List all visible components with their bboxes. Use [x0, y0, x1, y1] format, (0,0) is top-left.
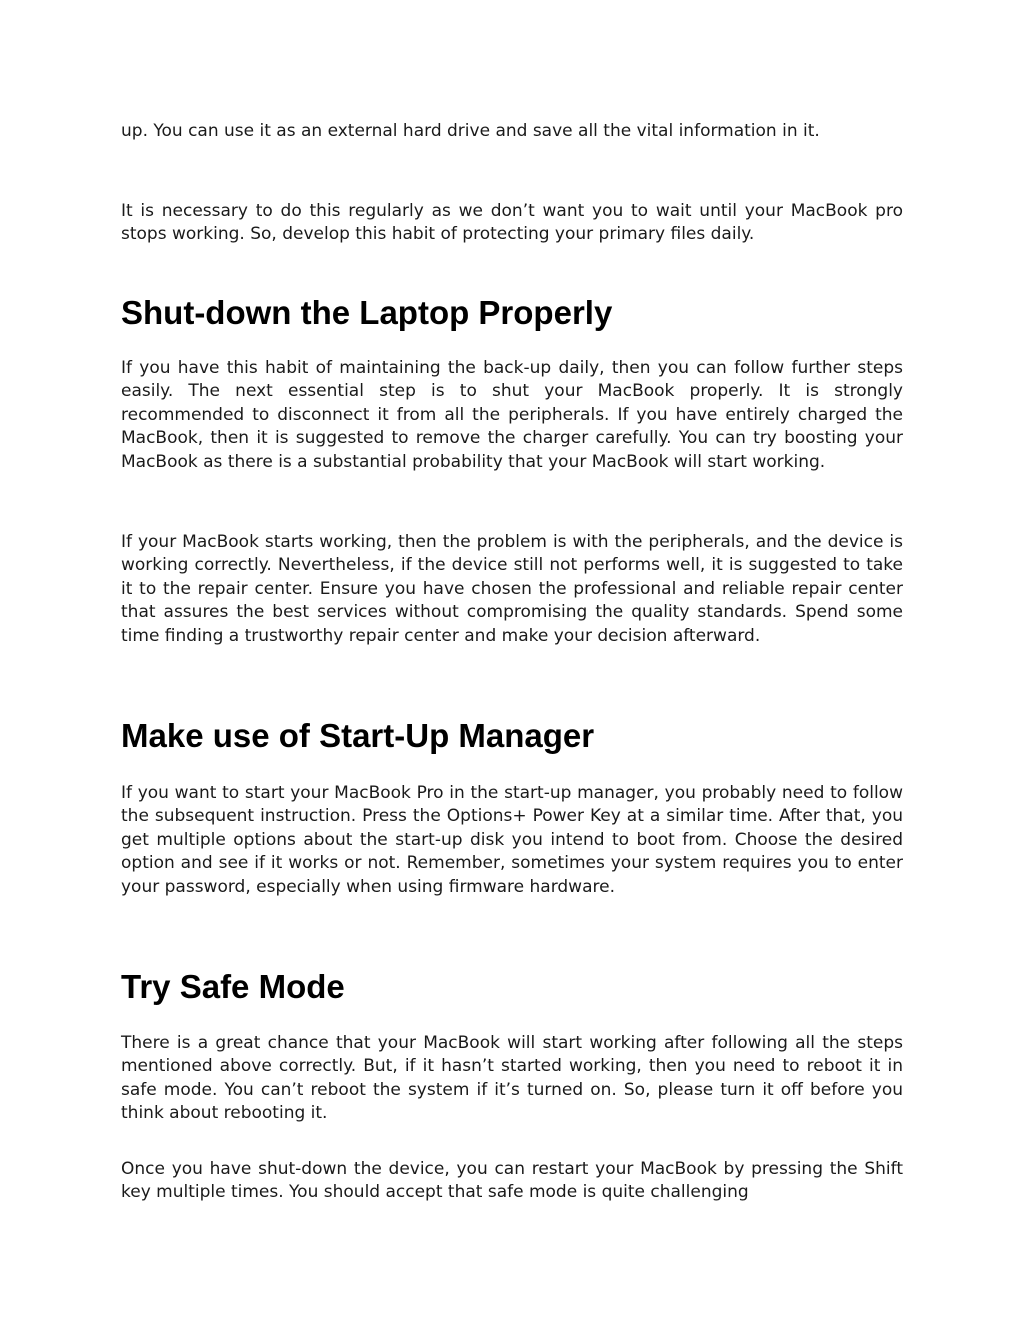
paragraph-backup-continued: up. You can use it as an external hard drive and save all the vital information in it. — [121, 121, 820, 141]
paragraph-shut-down-steps: If you have this habit of maintaining the back-up daily, then you can follow further steps easily. The next essential step is to shut your MacBook properly. It is strongly recommended to disconnect it from all the peripherals. If you have entirely charged the MacBook, then it is suggested to remove the charger carefully. You can try boosting your MacBook as there is a substantial probability that your MacBook will start working. — [121, 358, 903, 472]
paragraph-regular-backup: It is necessary to do this regularly as we don’t want you to wait until your MacBook pro stops working. So, develop this habit of protecting your primary files daily. — [121, 201, 903, 245]
heading-start-up-manager: Make use of Start-Up Manager — [121, 717, 595, 754]
heading-safe-mode: Try Safe Mode — [121, 968, 345, 1005]
paragraph-safe-mode-restart: Once you have shut-down the device, you can restart your MacBook by pressing the Shift key multiple times. You should accept that safe mode is quite challenging — [121, 1159, 903, 1203]
paragraph-safe-mode-intro: There is a great chance that your MacBook will start working after following all the steps mentioned above correctly. But, if it hasn’t started working, then you need to reboot it in safe mode. You can’t reboot the system if it’s turned on. So, please turn it off before you think about rebooting it. — [121, 1033, 903, 1124]
paragraph-start-up-manager: If you want to start your MacBook Pro in the start-up manager, you probably need to follow the subsequent instruction. Press the Options+ Power Key at a similar time. After that, you get multiple options about the start-up disk you intend to boot from. Choose the desired option and see if it works or not. Remember, sometimes your system requires you to enter your password, especially when using firmware hardware. — [121, 783, 903, 897]
paragraph-peripherals-problem: If your MacBook starts working, then the problem is with the peripherals, and the device is working correctly. Nevertheless, if the device still not performs well, it is suggested to take it to the repair center. Ensure you have chosen the professional and reliable repair center that assures the best services without compromising the quality standards. Spend some time finding a trustworthy repair center and make your decision afterward. — [121, 532, 903, 646]
heading-shut-down-laptop: Shut-down the Laptop Properly — [121, 294, 613, 331]
